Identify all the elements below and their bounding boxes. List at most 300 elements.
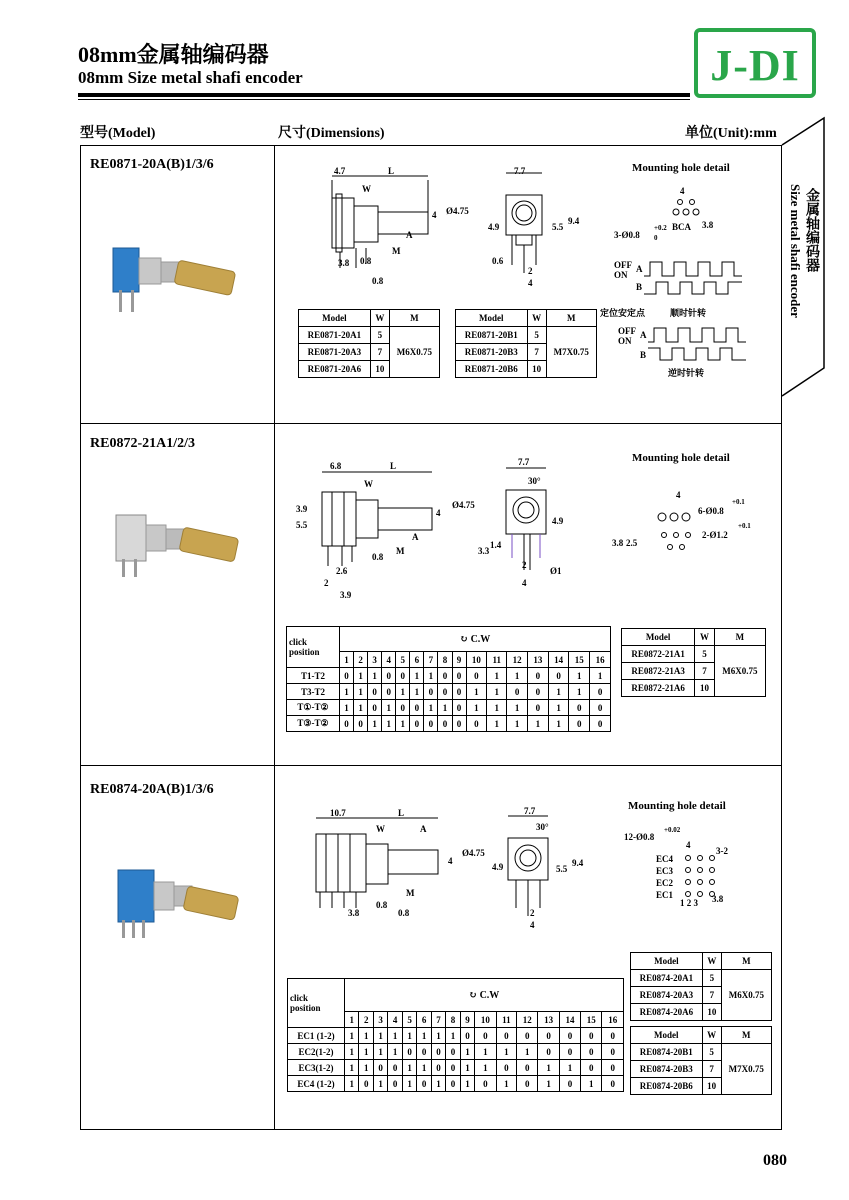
click-cell: 0 (602, 1044, 624, 1060)
cw-header (340, 627, 611, 652)
dim-0-6: 0.6 (492, 256, 504, 266)
dim-L: L (388, 166, 395, 176)
click-row-label: T3-T2 (287, 684, 340, 700)
section1-mounting-title: Mounting hole detail (632, 162, 730, 174)
click-cell: 1 (396, 716, 410, 732)
click-cell: 0 (602, 1076, 624, 1092)
wave2-note: 逆时针转 (668, 368, 705, 378)
click-cell: 0 (538, 1044, 559, 1060)
click-cell: 1 (548, 684, 569, 700)
cell-model: RE0874-20A3 (631, 987, 703, 1004)
click-cell: 0 (538, 1028, 559, 1044)
section-divider-1 (80, 423, 782, 424)
cell-w: 7 (370, 344, 389, 361)
click-label: click (289, 637, 307, 647)
click-table-row (288, 1044, 624, 1060)
section3-product-image (108, 862, 248, 962)
click-cell: 0 (452, 668, 466, 684)
click-cell: 0 (452, 716, 466, 732)
dim-M: M (392, 246, 401, 256)
click-cell: 0 (373, 1060, 387, 1076)
click-cell: 0 (359, 1076, 373, 1092)
cell-w: 5 (702, 970, 721, 987)
section2-table (621, 628, 766, 697)
click-column-header: 8 (446, 1012, 460, 1028)
click-cell: 0 (368, 700, 382, 716)
section2-model: RE0872-21A1/2/3 (90, 436, 195, 451)
dim2-5-5: 5.5 (296, 520, 308, 530)
click-cell: 1 (548, 716, 569, 732)
cw-label: C.W (470, 633, 491, 645)
wave2-signal (648, 326, 748, 366)
click-cell: 1 (340, 700, 354, 716)
click-column-header: 14 (548, 652, 569, 668)
click-cell: 1 (396, 684, 410, 700)
cell-model: RE0872-21A6 (622, 680, 695, 697)
click-column-header: 7 (431, 1012, 445, 1028)
click-cell: 0 (590, 716, 611, 732)
click-cell: 1 (438, 700, 452, 716)
click-column-header: 1 (345, 1012, 359, 1028)
click-cell: 1 (507, 668, 528, 684)
click-column-header: 1 (340, 652, 354, 668)
click-cell: 0 (475, 1076, 496, 1092)
cell-w: 7 (695, 663, 714, 680)
wave1-signal (644, 260, 744, 300)
click-cell: 1 (345, 1044, 359, 1060)
mh3-d4: 4 (686, 840, 691, 850)
click-cell: 1 (528, 716, 549, 732)
mh3-holes: 12-Ø0.8 (624, 832, 655, 842)
cell-model: RE0874-20B3 (631, 1061, 703, 1078)
dim-9-4: 9.4 (568, 216, 580, 226)
dim-2: 2 (528, 266, 533, 276)
click-cell: 0 (569, 700, 590, 716)
click-cell: 0 (581, 1044, 602, 1060)
click-cell: 1 (496, 1076, 517, 1092)
click-cell: 1 (431, 1076, 445, 1092)
click-cell: 0 (528, 668, 549, 684)
click-cell: 1 (424, 700, 438, 716)
click-cell: 1 (538, 1076, 559, 1092)
dim-4: 4 (432, 210, 437, 220)
cell-w: 5 (370, 327, 389, 344)
click-cell: 1 (431, 1028, 445, 1044)
wave1-off: OFF (614, 260, 632, 270)
cell-model: RE0871-20B6 (456, 361, 528, 378)
dim3-10-7: 10.7 (330, 808, 346, 818)
cell-m: M6X0.75 (389, 327, 439, 378)
click-table-row (287, 716, 611, 732)
section2-product-image (110, 505, 250, 595)
click-cell: 0 (475, 1028, 496, 1044)
click-cell: 0 (438, 668, 452, 684)
cell-model: RE0872-21A1 (622, 646, 695, 663)
click-cell: 0 (340, 716, 354, 732)
mh1-tol: +0.2 (654, 224, 667, 232)
click-cell: 1 (402, 1060, 416, 1076)
mh3-ec1: EC1 (656, 890, 674, 900)
click-cell: 1 (388, 1028, 402, 1044)
header-rule-thin (78, 99, 690, 100)
dim2-3-9: 3.9 (296, 504, 308, 514)
position-label: position (289, 647, 320, 657)
wave2-a: A (640, 330, 647, 340)
click-cell: 0 (517, 1076, 538, 1092)
click-cell: 1 (354, 684, 368, 700)
click-cell: 1 (569, 684, 590, 700)
click-cell: 1 (460, 1044, 474, 1060)
click-cell: 0 (438, 684, 452, 700)
click-cell: 0 (602, 1028, 624, 1044)
dim2-2: 2 (324, 578, 329, 588)
cell-w: 10 (527, 361, 546, 378)
dim3-A: A (420, 824, 427, 834)
click-cell: 1 (373, 1028, 387, 1044)
click-cell: 1 (388, 1044, 402, 1060)
click-column-header: 5 (402, 1012, 416, 1028)
th-model: Model (631, 953, 703, 970)
dim2-30: 30° (528, 476, 541, 486)
click-cell: 0 (548, 668, 569, 684)
click-cell: 0 (466, 716, 487, 732)
click-column-header: 5 (396, 652, 410, 668)
dim2-A: A (412, 532, 419, 542)
click-cell: 1 (345, 1028, 359, 1044)
page-number: 080 (763, 1152, 787, 1169)
th-w: W (702, 1027, 721, 1044)
th-model: Model (622, 629, 695, 646)
mh1-holes: 3-Ø0.8 (614, 230, 640, 240)
mh3-ec3: EC3 (656, 866, 674, 876)
mh2-tol-a: +0.1 (732, 498, 745, 506)
dim-5-5: 5.5 (552, 222, 564, 232)
click-column-header: 16 (602, 1012, 624, 1028)
click-cell: 0 (438, 716, 452, 732)
click-cell: 0 (382, 684, 396, 700)
click-cell: 0 (602, 1060, 624, 1076)
section1-table-b (455, 309, 597, 378)
section1-side-view (320, 168, 450, 288)
click-cell: 0 (410, 700, 424, 716)
click-cell: 1 (340, 684, 354, 700)
dim2-4b: 4 (522, 578, 527, 588)
click-row-label: EC3(1-2) (288, 1060, 345, 1076)
click-row-label: EC1 (1-2) (288, 1028, 345, 1044)
wave1-a: A (636, 264, 643, 274)
click-cell: 1 (496, 1044, 517, 1060)
cell-model: RE0871-20A6 (299, 361, 371, 378)
click-cell: 0 (417, 1076, 431, 1092)
cell-w: 10 (370, 361, 389, 378)
section3-click-table (287, 978, 624, 1092)
title-chinese: 08mm金属轴编码器 (78, 42, 269, 67)
cell-w: 7 (702, 1061, 721, 1078)
cell-model: RE0874-20A6 (631, 1004, 703, 1021)
click-cell: 0 (396, 668, 410, 684)
click-cell: 1 (359, 1028, 373, 1044)
click-cell: 0 (388, 1060, 402, 1076)
cell-w: 7 (702, 987, 721, 1004)
click-row-label: EC2(1-2) (288, 1044, 345, 1060)
section3-mounting-title: Mounting hole detail (628, 800, 726, 812)
click-cell: 1 (487, 668, 507, 684)
click-table-row (287, 700, 611, 716)
section3-model: RE0874-20A(B)1/3/6 (90, 782, 214, 797)
cell-model: RE0871-20A3 (299, 344, 371, 361)
cell-model: RE0874-20B6 (631, 1078, 703, 1095)
click-cell: 1 (548, 700, 569, 716)
click-cell: 1 (373, 1076, 387, 1092)
click-cell: 0 (417, 1044, 431, 1060)
position-label: position (290, 1003, 321, 1013)
click-column-header: 10 (466, 652, 487, 668)
click-cell: 1 (466, 684, 487, 700)
th-w: W (695, 629, 714, 646)
cell-model: RE0871-20B1 (456, 327, 528, 344)
cell-w: 5 (702, 1044, 721, 1061)
th-m: M (714, 629, 765, 646)
dim-4-7: 4.7 (334, 166, 346, 176)
dim3-9-4: 9.4 (572, 858, 584, 868)
mh3-d38: 3.8 (712, 894, 724, 904)
dim2-4-9: 4.9 (552, 516, 564, 526)
dim3-4b: 4 (530, 920, 535, 930)
click-cell: 1 (466, 700, 487, 716)
dim-0-8a: 0.8 (360, 256, 372, 266)
wave1-on: ON (614, 270, 628, 280)
mh2-holes6: 6-Ø0.8 (698, 506, 724, 516)
click-cell: 0 (410, 716, 424, 732)
cell-w: 7 (527, 344, 546, 361)
click-row-label: EC4 (1-2) (288, 1076, 345, 1092)
dim2-L: L (390, 461, 397, 471)
cw-header (345, 979, 624, 1012)
dim-W: W (362, 184, 371, 194)
click-cell: 0 (452, 684, 466, 700)
header-rule-thick (78, 93, 690, 97)
dim3-7-7: 7.7 (524, 806, 536, 816)
click-cell: 1 (368, 668, 382, 684)
click-column-header: 9 (460, 1012, 474, 1028)
mh3-nums: 1 2 3 (680, 898, 698, 908)
click-cell: 0 (517, 1060, 538, 1076)
click-column-header: 6 (410, 652, 424, 668)
click-cell: 0 (581, 1060, 602, 1076)
click-table-row (287, 668, 611, 684)
cell-w: 5 (695, 646, 714, 663)
click-cell: 0 (431, 1060, 445, 1076)
click-cell: 0 (446, 1060, 460, 1076)
wave2-off: OFF (618, 326, 636, 336)
th-model: Model (456, 310, 528, 327)
dim2-4-75: Ø4.75 (452, 500, 475, 510)
click-cell: 0 (590, 700, 611, 716)
click-cell: 1 (569, 668, 590, 684)
dim2-W: W (364, 479, 373, 489)
click-table-row (288, 1060, 624, 1076)
section3-table-b (630, 1026, 772, 1095)
click-cell: 1 (345, 1060, 359, 1076)
dim-4b: 4 (528, 278, 533, 288)
section1-model: RE0871-20A(B)1/3/6 (90, 157, 214, 172)
th-model: Model (299, 310, 371, 327)
dim2-2-6: 2.6 (336, 566, 348, 576)
dim3-4: 4 (448, 856, 453, 866)
th-m: M (721, 953, 771, 970)
cell-m: M7X0.75 (546, 327, 596, 378)
click-column-header: 9 (452, 652, 466, 668)
click-cell: 0 (517, 1028, 538, 1044)
click-cell: 0 (354, 716, 368, 732)
th-w: W (702, 953, 721, 970)
section1-mounting-holes (660, 190, 720, 240)
side-tab-chinese: 金属轴编码器 (804, 188, 819, 272)
click-cell: 0 (396, 700, 410, 716)
click-cell: 0 (466, 668, 487, 684)
mh1-bca: BCA (672, 222, 692, 232)
click-label: click (290, 993, 308, 1003)
click-cell: 1 (487, 716, 507, 732)
click-row-label: T1-T2 (287, 668, 340, 684)
click-column-header: 8 (438, 652, 452, 668)
click-cell: 1 (359, 1060, 373, 1076)
click-cell: 0 (496, 1060, 517, 1076)
dim3-4-75: Ø4.75 (462, 848, 485, 858)
click-cell: 0 (507, 684, 528, 700)
mh3-ec4: EC4 (656, 854, 674, 864)
cw-label: C.W (479, 989, 500, 1001)
click-cell: 1 (517, 1044, 538, 1060)
wave1-note1: 定位安定点 (600, 308, 646, 318)
click-cell: 0 (590, 684, 611, 700)
dim3-L: L (398, 808, 405, 818)
dim-0-8b: 0.8 (372, 276, 384, 286)
cell-w: 10 (702, 1078, 721, 1095)
click-cell: 1 (410, 668, 424, 684)
click-cell: 0 (431, 1044, 445, 1060)
mh2-d25: 2.5 (626, 538, 638, 548)
click-column-header: 6 (417, 1012, 431, 1028)
click-column-header: 4 (388, 1012, 402, 1028)
dim2-3-3: 3.3 (478, 546, 490, 556)
click-cell: 0 (424, 684, 438, 700)
dim2-1-4: 1.4 (490, 540, 502, 550)
column-header-unit: 单位(Unit):mm (685, 126, 777, 141)
click-column-header: 13 (528, 652, 549, 668)
click-cell: 0 (528, 684, 549, 700)
click-cell: 1 (382, 700, 396, 716)
cell-w: 10 (702, 1004, 721, 1021)
section2-side-view (312, 462, 452, 592)
section3-table-a (630, 952, 772, 1021)
cell-m: M7X0.75 (721, 1044, 771, 1095)
mh3-d32: 3-2 (716, 846, 728, 856)
click-cell: 1 (354, 668, 368, 684)
mh3-tol: +0.02 (664, 826, 681, 834)
wave1-b: B (636, 282, 643, 292)
click-column-header: 11 (496, 1012, 517, 1028)
click-cell: 1 (359, 1044, 373, 1060)
th-w: W (370, 310, 389, 327)
click-cell: 0 (559, 1076, 580, 1092)
click-column-header: 10 (475, 1012, 496, 1028)
click-column-header: 7 (424, 652, 438, 668)
click-cell: 1 (368, 716, 382, 732)
click-table-row (288, 1028, 624, 1044)
cell-model: RE0874-20A1 (631, 970, 703, 987)
mh3-ec2: EC2 (656, 878, 674, 888)
mh1-d4: 4 (680, 186, 685, 196)
click-column-header: 15 (569, 652, 590, 668)
brand-logo: J-DI (694, 28, 816, 98)
click-cell: 0 (424, 716, 438, 732)
th-m: M (721, 1027, 771, 1044)
click-cell: 1 (487, 700, 507, 716)
mh2-d4: 4 (676, 490, 681, 500)
cell-model: RE0871-20A1 (299, 327, 371, 344)
click-column-header: 12 (507, 652, 528, 668)
click-cell: 0 (559, 1028, 580, 1044)
cell-model: RE0874-20B1 (631, 1044, 703, 1061)
th-m: M (546, 310, 596, 327)
column-header-model: 型号(Model) (80, 126, 156, 141)
click-cell: 1 (424, 668, 438, 684)
wave1-note2: 顺时针转 (670, 308, 707, 318)
click-cell: 1 (354, 700, 368, 716)
dim2-7-7: 7.7 (518, 457, 530, 467)
side-tab-english: Size metal shafi encoder (788, 184, 803, 318)
th-model: Model (631, 1027, 703, 1044)
dim2-3-9b: 3.9 (340, 590, 352, 600)
click-cell: 1 (581, 1076, 602, 1092)
click-column-header: 3 (373, 1012, 387, 1028)
click-cell: 0 (559, 1044, 580, 1060)
cell-m: M6X0.75 (714, 646, 765, 697)
click-row-label: T①-T② (287, 700, 340, 716)
click-column-header: 14 (559, 1012, 580, 1028)
click-cell: 0 (446, 1044, 460, 1060)
click-cell: 1 (507, 700, 528, 716)
click-cell: 0 (452, 700, 466, 716)
click-corner (288, 979, 345, 1028)
click-cell: 1 (559, 1060, 580, 1076)
click-table-row (288, 1076, 624, 1092)
dim3-2: 2 (530, 908, 535, 918)
dim-4-9: 4.9 (488, 222, 500, 232)
dim-3-8: 3.8 (338, 258, 350, 268)
dim3-W: W (376, 824, 385, 834)
click-cell: 1 (382, 716, 396, 732)
click-cell: 0 (402, 1044, 416, 1060)
click-cell: 0 (528, 700, 549, 716)
column-header-dimensions: 尺寸(Dimensions) (278, 126, 385, 141)
section-divider-2 (80, 765, 782, 766)
dim2-d1: Ø1 (550, 566, 562, 576)
click-cell: 1 (417, 1060, 431, 1076)
section1-product-image (105, 240, 245, 330)
dim3-5-5: 5.5 (556, 864, 568, 874)
dim3-3-8: 3.8 (348, 908, 360, 918)
click-cell: 1 (590, 668, 611, 684)
click-column-header: 12 (517, 1012, 538, 1028)
click-column-header: 13 (538, 1012, 559, 1028)
click-cell: 1 (402, 1028, 416, 1044)
rotate-cw-icon: ↻ (468, 989, 478, 1001)
cell-m: M6X0.75 (721, 970, 771, 1021)
click-cell: 0 (446, 1076, 460, 1092)
click-cell: 1 (410, 684, 424, 700)
